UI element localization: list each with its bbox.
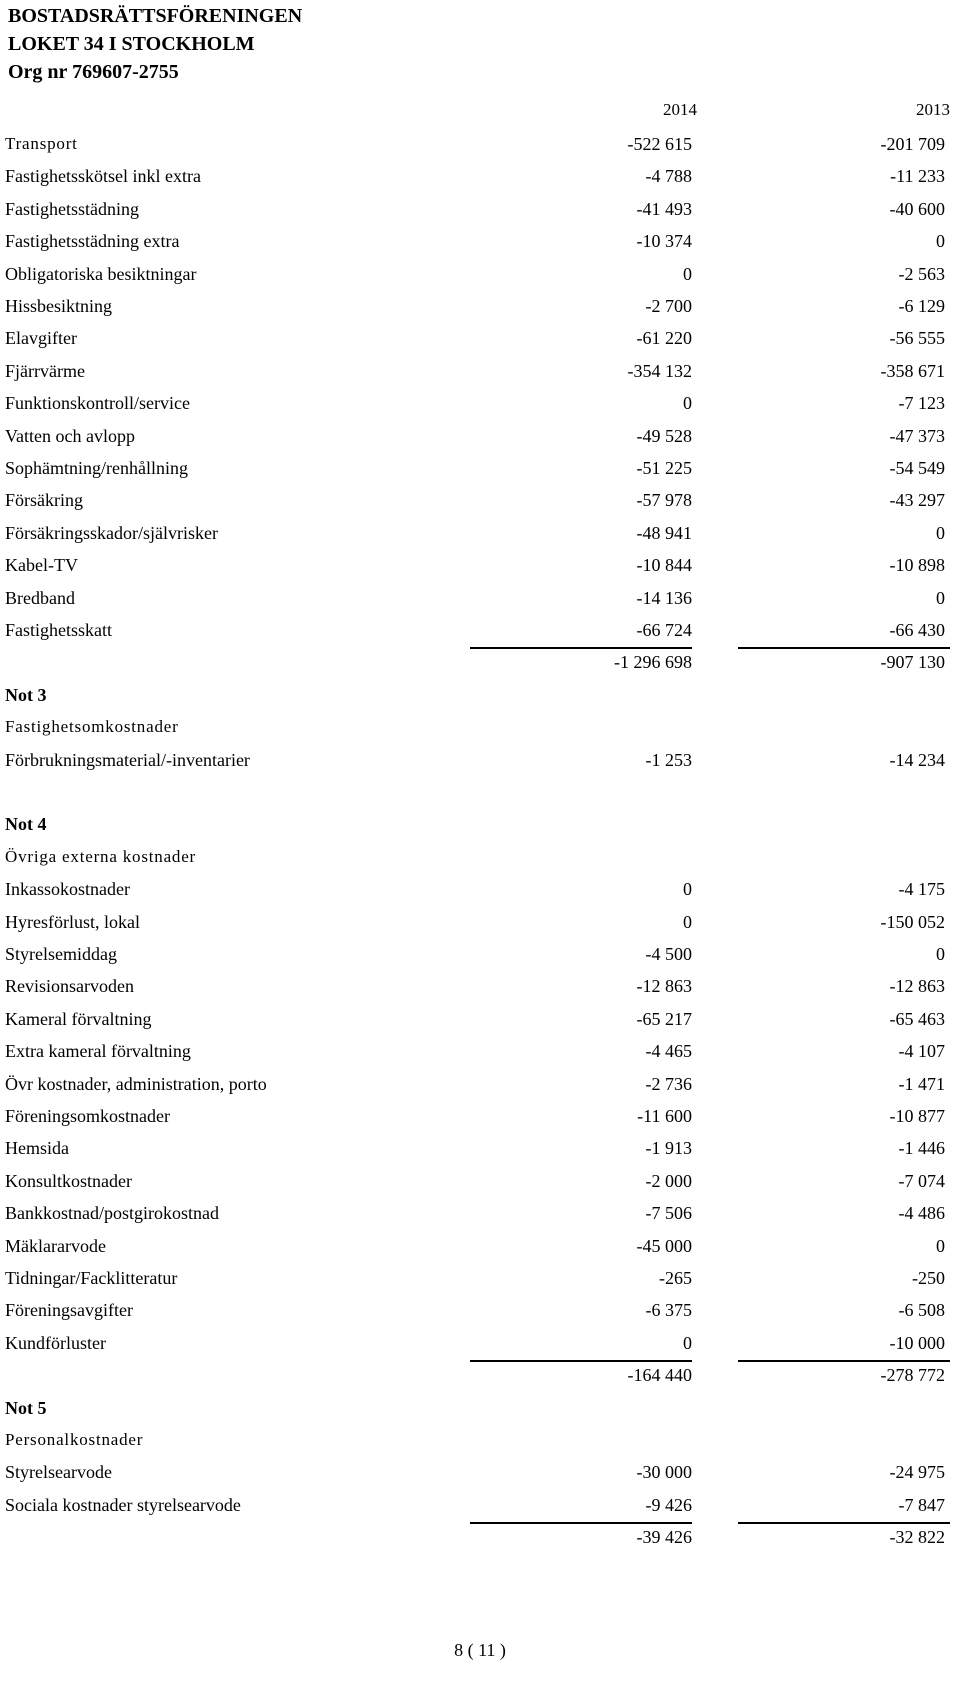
value-2013: -11 233 [890, 166, 945, 187]
row-label: Sociala kostnader styrelsearvode [5, 1494, 241, 1515]
note-title [0, 1394, 960, 1426]
value-2013: -10 000 [889, 1332, 945, 1353]
table-row [0, 519, 960, 551]
value-2014: -2 700 [645, 296, 692, 316]
value-2013: -14 234 [889, 749, 945, 770]
value-2014: -57 978 [636, 490, 692, 511]
value-2014: -66 724 [636, 620, 692, 640]
note-subtitle [0, 713, 960, 745]
table-row [0, 972, 960, 1004]
table-row [0, 1329, 960, 1361]
table-row [0, 584, 960, 616]
table-row [0, 1102, 960, 1134]
value-2014: -41 493 [636, 198, 692, 219]
row-label: Styrelsemiddag [5, 944, 117, 964]
value-2014: -354 132 [627, 360, 692, 381]
row-label: Fastighetsomkostnader [5, 717, 179, 737]
table-row [0, 875, 960, 907]
table-row [0, 1134, 960, 1166]
table-row [0, 1005, 960, 1037]
value-2014: -45 000 [636, 1235, 692, 1256]
value-2013: -1 471 [898, 1073, 945, 1094]
table-row [0, 227, 960, 259]
row-label: Försäkring [5, 490, 83, 511]
table-row [0, 357, 960, 389]
value-2014: -1 913 [645, 1138, 692, 1159]
total-row [0, 1523, 960, 1555]
value-2014: -65 217 [636, 1008, 692, 1029]
value-2013: -7 123 [898, 393, 945, 414]
value-2014: -6 375 [645, 1300, 692, 1321]
document-header [8, 2, 302, 86]
table-row [0, 1037, 960, 1069]
value-2013: -358 671 [880, 360, 945, 381]
row-label: Föreningsavgifter [5, 1300, 133, 1321]
row-label: Övr kostnader, administration, porto [5, 1073, 267, 1094]
value-2014: -12 863 [636, 976, 692, 997]
table-row [0, 940, 960, 972]
row-label: Fastighetsstädning [5, 198, 139, 219]
column-header-2013: 2013 [916, 100, 950, 119]
value-2013: -24 975 [889, 1462, 945, 1483]
page-number: 8 ( 11 ) [454, 1640, 506, 1660]
row-label: Obligatoriska besiktningar [5, 263, 197, 284]
value-2013: -40 600 [889, 198, 945, 219]
value-2013: -2 563 [898, 263, 945, 284]
table-row [0, 1167, 960, 1199]
value-2014: -2 736 [645, 1073, 692, 1094]
value-2013: -47 373 [889, 425, 945, 446]
row-label: Mäklararvode [5, 1235, 106, 1256]
value-2013: -1 446 [898, 1138, 945, 1159]
table-row [0, 422, 960, 454]
value-2013: -65 463 [889, 1008, 945, 1029]
association-name-line2: LOKET 34 I STOCKHOLM [8, 33, 255, 55]
value-2013: -12 863 [889, 976, 945, 997]
row-label: Fastighetsskatt [5, 620, 112, 640]
value-2014: -51 225 [636, 458, 692, 478]
value-2014: -7 506 [645, 1203, 692, 1224]
value-2014: 0 [683, 393, 692, 414]
row-label: Hemsida [5, 1138, 69, 1159]
row-label: Vatten och avlopp [5, 425, 135, 446]
row-label: Not 3 [5, 684, 47, 705]
value-2013: -56 555 [889, 328, 945, 349]
table-row [0, 1296, 960, 1328]
value-2014: -49 528 [636, 425, 692, 446]
table-row [0, 454, 960, 486]
value-2014: -2 000 [645, 1170, 692, 1191]
value-2014: -4 788 [645, 166, 692, 187]
row-label: Transport [5, 134, 78, 153]
value-2013: 0 [936, 522, 945, 543]
row-label: Hyresförlust, lokal [5, 911, 140, 932]
row-label: Extra kameral förvaltning [5, 1041, 191, 1062]
value-2014: -1 253 [645, 749, 692, 770]
value-2014: -522 615 [627, 134, 692, 154]
row-label: Fastighetsstädning extra [5, 231, 180, 252]
row-label: Hissbesiktning [5, 296, 113, 316]
value-2013: -4 486 [898, 1203, 945, 1224]
row-label: Fjärrvärme [5, 360, 85, 381]
value-2013: -54 549 [889, 458, 945, 478]
value-2014: -11 600 [637, 1106, 692, 1126]
value-2013: -10 898 [889, 555, 945, 576]
value-2013: 0 [936, 587, 945, 608]
row-label: Försäkringsskador/självrisker [5, 522, 218, 543]
table-row [0, 260, 960, 292]
value-2014: -9 426 [645, 1494, 692, 1515]
table-row [0, 746, 960, 778]
row-label: Revisionsarvoden [5, 976, 134, 997]
value-2013: -907 130 [880, 652, 945, 673]
row-label: Bankkostnad/postgirokostnad [5, 1203, 219, 1224]
row-label: Kabel-TV [5, 555, 78, 576]
association-name: BOSTADSRÄTTSFÖRENINGEN [8, 5, 303, 27]
value-2014: -61 220 [636, 328, 692, 349]
row-label: Inkassokostnader [5, 879, 130, 900]
value-2013: -201 709 [880, 134, 945, 154]
value-2014: -39 426 [636, 1527, 692, 1548]
value-2013: 0 [936, 1235, 945, 1256]
value-2014: 0 [683, 1332, 692, 1353]
row-label: Förbrukningsmaterial/-inventarier [5, 749, 250, 770]
value-2014: -30 000 [636, 1462, 692, 1483]
value-2013: 0 [936, 231, 945, 252]
value-2014: -10 374 [636, 231, 692, 252]
row-label: Kameral förvaltning [5, 1008, 152, 1029]
row-label: Kundförluster [5, 1332, 106, 1353]
value-2013: -6 508 [898, 1300, 945, 1321]
row-label: Bredband [5, 587, 75, 608]
value-2013: -4 107 [898, 1041, 945, 1062]
table-row [0, 616, 960, 648]
value-2013: -6 129 [898, 296, 945, 316]
value-2014: -14 136 [636, 587, 692, 608]
table-row [0, 908, 960, 940]
value-2013: -66 430 [889, 620, 945, 640]
value-2013: -278 772 [880, 1365, 945, 1386]
value-2014: 0 [683, 911, 692, 932]
row-label: Övriga externa kostnader [5, 846, 197, 866]
row-label: Konsultkostnader [5, 1170, 132, 1191]
total-row [0, 648, 960, 680]
value-2013: -10 877 [889, 1106, 945, 1126]
table-row [0, 1199, 960, 1231]
table-row [0, 1491, 960, 1523]
row-label: Sophämtning/renhållning [5, 458, 188, 478]
row-label: Funktionskontroll/service [5, 393, 190, 414]
row-label: Fastighetsskötsel inkl extra [5, 166, 201, 187]
section-title-row [0, 130, 960, 162]
value-2014: -1 296 698 [614, 652, 692, 673]
value-2013: -7 074 [898, 1170, 945, 1191]
value-2014: -164 440 [627, 1365, 692, 1386]
value-2014: -4 500 [645, 944, 692, 964]
value-2013: 0 [936, 944, 945, 964]
value-2013: -250 [912, 1268, 945, 1288]
table-row [0, 1264, 960, 1296]
value-2013: -4 175 [898, 879, 945, 900]
note-subtitle [0, 1426, 960, 1458]
column-header-2014: 2014 [663, 100, 697, 119]
table-row [0, 195, 960, 227]
note-subtitle [0, 843, 960, 875]
row-label: Elavgifter [5, 328, 77, 349]
org-number: Org nr 769607-2755 [8, 61, 179, 83]
note-title [0, 681, 960, 713]
table-row [0, 389, 960, 421]
table-row [0, 1458, 960, 1490]
value-2013: -43 297 [889, 490, 945, 511]
note-title [0, 810, 960, 842]
table-row [0, 486, 960, 518]
row-label: Tidningar/Facklitteratur [5, 1268, 178, 1288]
value-2014: -4 465 [645, 1041, 692, 1062]
value-2014: 0 [683, 263, 692, 284]
value-2014: -265 [659, 1268, 692, 1288]
total-row [0, 1361, 960, 1393]
value-2013: -32 822 [889, 1527, 945, 1548]
value-2014: -10 844 [636, 555, 692, 576]
row-label: Not 5 [5, 1397, 47, 1418]
table-row [0, 1232, 960, 1264]
table-row [0, 1070, 960, 1102]
value-2013: -7 847 [898, 1494, 945, 1515]
value-2014: -48 941 [636, 522, 692, 543]
table-row [0, 162, 960, 194]
table-row [0, 324, 960, 356]
table-row [0, 551, 960, 583]
row-label: Not 4 [5, 814, 47, 835]
value-2014: 0 [683, 879, 692, 900]
row-label: Personalkostnader [5, 1430, 144, 1449]
table-row [0, 292, 960, 324]
value-2013: -150 052 [880, 911, 945, 932]
row-label: Styrelsearvode [5, 1462, 112, 1483]
row-label: Föreningsomkostnader [5, 1106, 170, 1126]
